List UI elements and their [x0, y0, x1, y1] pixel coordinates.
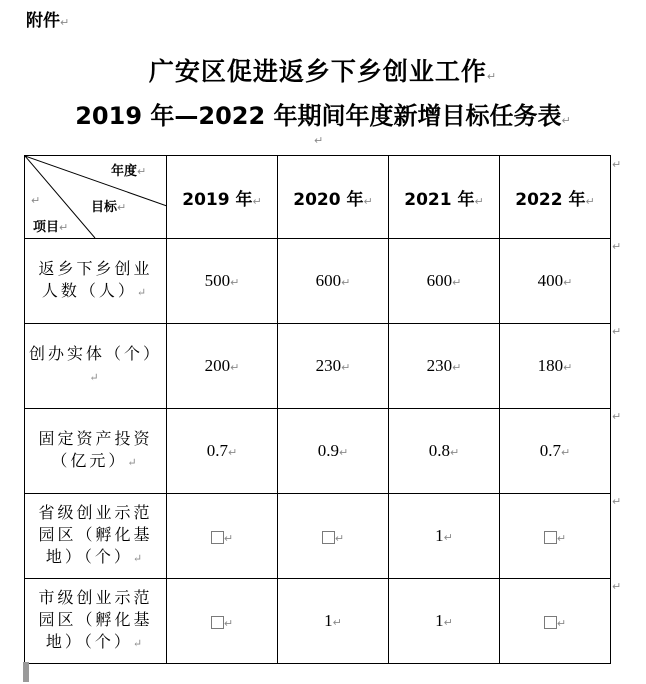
value-cell: 200↵	[167, 324, 278, 409]
value-cell: 0.7↵	[500, 409, 611, 494]
value-cell: ↵	[500, 494, 611, 579]
value-cell: 1↵	[389, 494, 500, 579]
value-cell: 0.7↵	[167, 409, 278, 494]
empty-checkbox-icon	[211, 531, 224, 544]
year-header-2020: 2020 年↵	[278, 156, 389, 239]
paragraph-mark: ↵	[486, 70, 498, 83]
paragraph-mark: ↵	[60, 16, 70, 29]
value-cell: 600↵	[278, 239, 389, 324]
value-cell: 500↵	[167, 239, 278, 324]
row-label: 创办实体（个）↵	[25, 324, 167, 409]
year-header-2022: 2022 年↵	[500, 156, 611, 239]
paragraph-mark: ↵	[314, 134, 324, 147]
value-cell: 600↵	[389, 239, 500, 324]
value-cell: ↵	[167, 494, 278, 579]
row-end-mark: ↵	[612, 495, 622, 508]
year-header-2019: 2019 年↵	[167, 156, 278, 239]
value-cell: 230↵	[389, 324, 500, 409]
value-cell: ↵	[500, 579, 611, 664]
row-label: 固定资产投资 （亿元）↵	[25, 409, 167, 494]
empty-checkbox-icon	[544, 616, 557, 629]
value-cell: 400↵	[500, 239, 611, 324]
table-row-municipal-parks	[25, 579, 611, 664]
text-cursor	[23, 662, 29, 682]
row-end-mark: ↵	[612, 325, 622, 338]
table-header-row	[25, 156, 611, 239]
empty-checkbox-icon	[211, 616, 224, 629]
table-row-fixed-assets	[25, 409, 611, 494]
table-row-returnees	[25, 239, 611, 324]
year-header-2021: 2021 年↵	[389, 156, 500, 239]
row-end-mark: ↵	[612, 410, 622, 423]
row-label: 返乡下乡创业 人数（人）↵	[25, 239, 167, 324]
value-cell: 230↵	[278, 324, 389, 409]
value-cell: 0.9↵	[278, 409, 389, 494]
table-row-entities	[25, 324, 611, 409]
row-end-mark: ↵	[612, 580, 622, 593]
empty-checkbox-icon	[544, 531, 557, 544]
value-cell: 180↵	[500, 324, 611, 409]
diagonal-header-cell	[25, 156, 167, 239]
paragraph-mark: ↵	[561, 114, 571, 127]
empty-checkbox-icon	[322, 531, 335, 544]
document-title-line2: 2019 年—2022 年期间年度新增目标任务表↵	[75, 102, 571, 130]
row-label: 市级创业示范 园区（孵化基 地）（个）↵	[25, 579, 167, 664]
value-cell: 0.8↵	[389, 409, 500, 494]
paragraph-mark: ↵	[31, 194, 41, 207]
row-end-mark: ↵	[612, 240, 622, 253]
row-end-mark: ↵	[612, 158, 622, 171]
value-cell: 1↵	[278, 579, 389, 664]
row-label: 省级创业示范 园区（孵化基 地）（个）↵	[25, 494, 167, 579]
diag-label-item: 项目↵	[33, 220, 69, 235]
attachment-label: 附件↵	[26, 11, 70, 31]
document-title-line1: 广安区促进返乡下乡创业工作↵	[148, 57, 498, 86]
target-task-table	[24, 155, 611, 664]
value-cell: ↵	[278, 494, 389, 579]
value-cell: 1↵	[389, 579, 500, 664]
diag-label-target: 目标↵	[91, 200, 127, 215]
table-row-provincial-parks	[25, 494, 611, 579]
diag-label-year: 年度↵	[111, 164, 147, 179]
value-cell: ↵	[167, 579, 278, 664]
